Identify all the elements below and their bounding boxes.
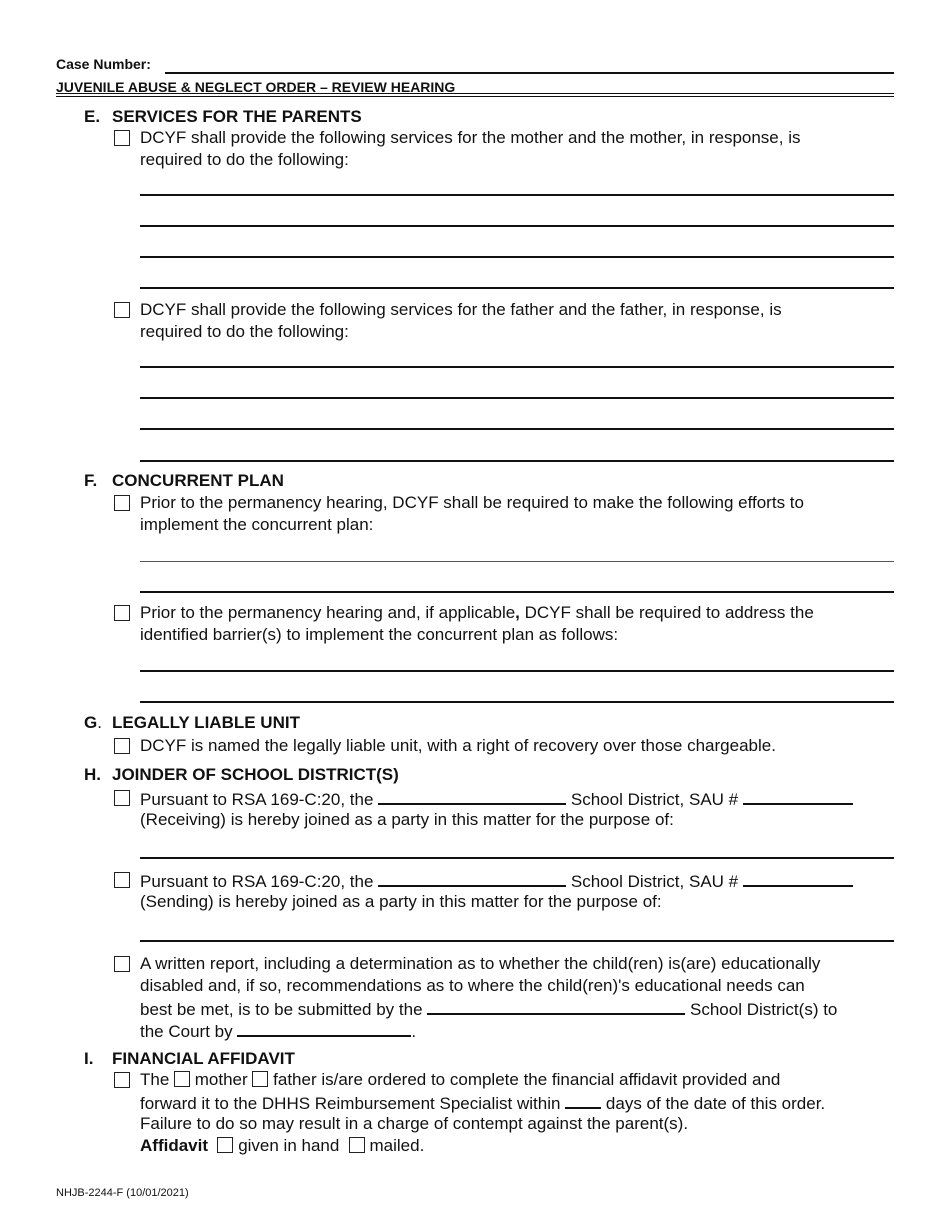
father-services-line[interactable]: [140, 397, 894, 399]
forward-text: forward it to the DHHS Reimbursement Specialist within: [140, 1094, 561, 1113]
mother-services-line[interactable]: [140, 225, 894, 227]
given-in-hand-checkbox[interactable]: [217, 1137, 233, 1153]
mother-services-line[interactable]: [140, 194, 894, 196]
concurrent-efforts-checkbox[interactable]: [114, 495, 130, 511]
affidavit-delivery-row: [140, 1135, 424, 1157]
father-services-text-1: DCYF shall provide the following services for the father and the father, in response, is: [140, 300, 782, 319]
financial-affidavit-checkbox[interactable]: [114, 1072, 130, 1088]
written-report-checkbox[interactable]: [114, 956, 130, 972]
mother-text: mother: [194, 1070, 248, 1089]
mother-checkbox[interactable]: [174, 1071, 190, 1087]
section-e-heading: [84, 107, 362, 127]
section-g-letter-dot: .: [97, 713, 102, 732]
father-checkbox[interactable]: [252, 1071, 268, 1087]
legally-liable-checkbox[interactable]: [114, 738, 130, 754]
school-district-sau-text: School District, SAU #: [570, 872, 739, 891]
case-number-field[interactable]: [165, 72, 894, 74]
written-report-text-2: disabled and, if so, recommendations as to where the child(ren)'s educational needs can: [140, 976, 805, 995]
pursuant-text: Pursuant to RSA 169-C:20, the: [140, 872, 374, 891]
section-letter: I.: [84, 1049, 94, 1068]
written-report-text-1: A written report, including a determination as to whether the child(ren) is(are) educationally: [140, 954, 821, 973]
the-text: The: [140, 1070, 170, 1089]
legally-liable-text: DCYF is named the legally liable unit, with a right of recovery over those chargeable.: [140, 736, 776, 755]
report-date-field[interactable]: [237, 1019, 411, 1037]
written-report-text-4: [140, 1019, 416, 1043]
barriers-text-1: [140, 602, 814, 624]
school-district-sau-text: School District, SAU #: [570, 790, 739, 809]
receiving-district-name-field[interactable]: [378, 787, 566, 805]
section-letter: H.: [84, 765, 101, 784]
father-rest-text: father is/are ordered to complete the financial affidavit provided and: [273, 1070, 781, 1089]
father-services-line[interactable]: [140, 460, 894, 462]
barriers-text-2: identified barrier(s) to implement the concurrent plan as follows:: [140, 625, 619, 644]
header-divider-2: [56, 96, 894, 97]
section-f-heading: [84, 471, 284, 491]
receiving-sau-field[interactable]: [743, 787, 853, 805]
written-report-text-4a: the Court by: [140, 1022, 233, 1041]
given-in-hand-text: given in hand: [238, 1136, 340, 1155]
section-title: CONCURRENT PLAN: [112, 471, 284, 490]
receiving-district-text-2: (Receiving) is hereby joined as a party in this matter for the purpose of:: [140, 810, 674, 829]
mother-services-checkbox[interactable]: [114, 130, 130, 146]
section-title: LEGALLY LIABLE UNIT: [112, 713, 300, 732]
written-report-period: .: [411, 1022, 417, 1041]
section-g-heading: [84, 713, 300, 733]
mother-services-line[interactable]: [140, 287, 894, 289]
section-title: JOINDER OF SCHOOL DISTRICT(S): [112, 765, 399, 784]
written-report-text-3a: best be met, is to be submitted by the: [140, 1000, 423, 1019]
section-h-heading: [84, 765, 399, 785]
barriers-text-1b: DCYF shall be required to address the: [519, 603, 814, 622]
receiving-purpose-line[interactable]: [140, 857, 894, 859]
financial-affidavit-text-3: Failure to do so may result in a charge of contempt against the parent(s).: [140, 1114, 689, 1133]
affidavit-label: Affidavit: [140, 1136, 208, 1155]
days-text: days of the date of this order.: [605, 1094, 826, 1113]
concurrent-efforts-text-1: Prior to the permanency hearing, DCYF shall be required to make the following efforts to: [140, 493, 804, 512]
father-services-line[interactable]: [140, 366, 894, 368]
case-number-label: Case Number:: [56, 56, 151, 72]
concurrent-efforts-line[interactable]: [140, 591, 894, 593]
barriers-comma: ,: [515, 603, 520, 622]
mailed-checkbox[interactable]: [349, 1137, 365, 1153]
section-g-letter: G: [84, 713, 98, 732]
section-letter: F.: [84, 471, 98, 490]
section-letter: E.: [84, 107, 101, 126]
barriers-line[interactable]: [140, 701, 894, 703]
father-services-checkbox[interactable]: [114, 302, 130, 318]
financial-affidavit-text-2: [140, 1091, 825, 1115]
sending-sau-field[interactable]: [743, 869, 853, 887]
barriers-text-1a: Prior to the permanency hearing and, if applicable: [140, 603, 516, 622]
sending-district-text-1: [140, 869, 853, 893]
sending-purpose-line[interactable]: [140, 940, 894, 942]
barriers-checkbox[interactable]: [114, 605, 130, 621]
written-report-text-3: [140, 997, 837, 1021]
financial-affidavit-text-1: [140, 1069, 780, 1091]
sending-district-text-2: (Sending) is hereby joined as a party in this matter for the purpose of:: [140, 892, 662, 911]
sending-district-name-field[interactable]: [378, 869, 566, 887]
sending-district-checkbox[interactable]: [114, 872, 130, 888]
report-school-district-field[interactable]: [427, 997, 685, 1015]
mother-services-text-2: required to do the following:: [140, 150, 349, 169]
father-services-line[interactable]: [140, 428, 894, 430]
concurrent-efforts-text-2: implement the concurrent plan:: [140, 515, 374, 534]
mother-services-line[interactable]: [140, 256, 894, 258]
section-title: SERVICES FOR THE PARENTS: [112, 107, 362, 126]
father-services-text-2: required to do the following:: [140, 322, 349, 341]
mailed-text: mailed.: [369, 1136, 425, 1155]
receiving-district-text-1: [140, 787, 853, 811]
pursuant-text: Pursuant to RSA 169-C:20, the: [140, 790, 374, 809]
receiving-district-checkbox[interactable]: [114, 790, 130, 806]
barriers-line[interactable]: [140, 670, 894, 672]
concurrent-efforts-line[interactable]: [140, 561, 894, 562]
mother-services-text-1: DCYF shall provide the following services for the mother and the mother, in response, is: [140, 128, 801, 147]
form-code: NHJB-2244-F (10/01/2021): [56, 1187, 189, 1199]
section-i-heading: [84, 1049, 295, 1069]
header-divider: [56, 93, 894, 94]
section-letter: [84, 713, 112, 733]
section-title: FINANCIAL AFFIDAVIT: [112, 1049, 295, 1068]
form-title: JUVENILE ABUSE & NEGLECT ORDER – REVIEW HEARING: [56, 79, 456, 95]
days-field[interactable]: [565, 1091, 601, 1109]
written-report-text-3b: School District(s) to: [690, 1000, 838, 1019]
